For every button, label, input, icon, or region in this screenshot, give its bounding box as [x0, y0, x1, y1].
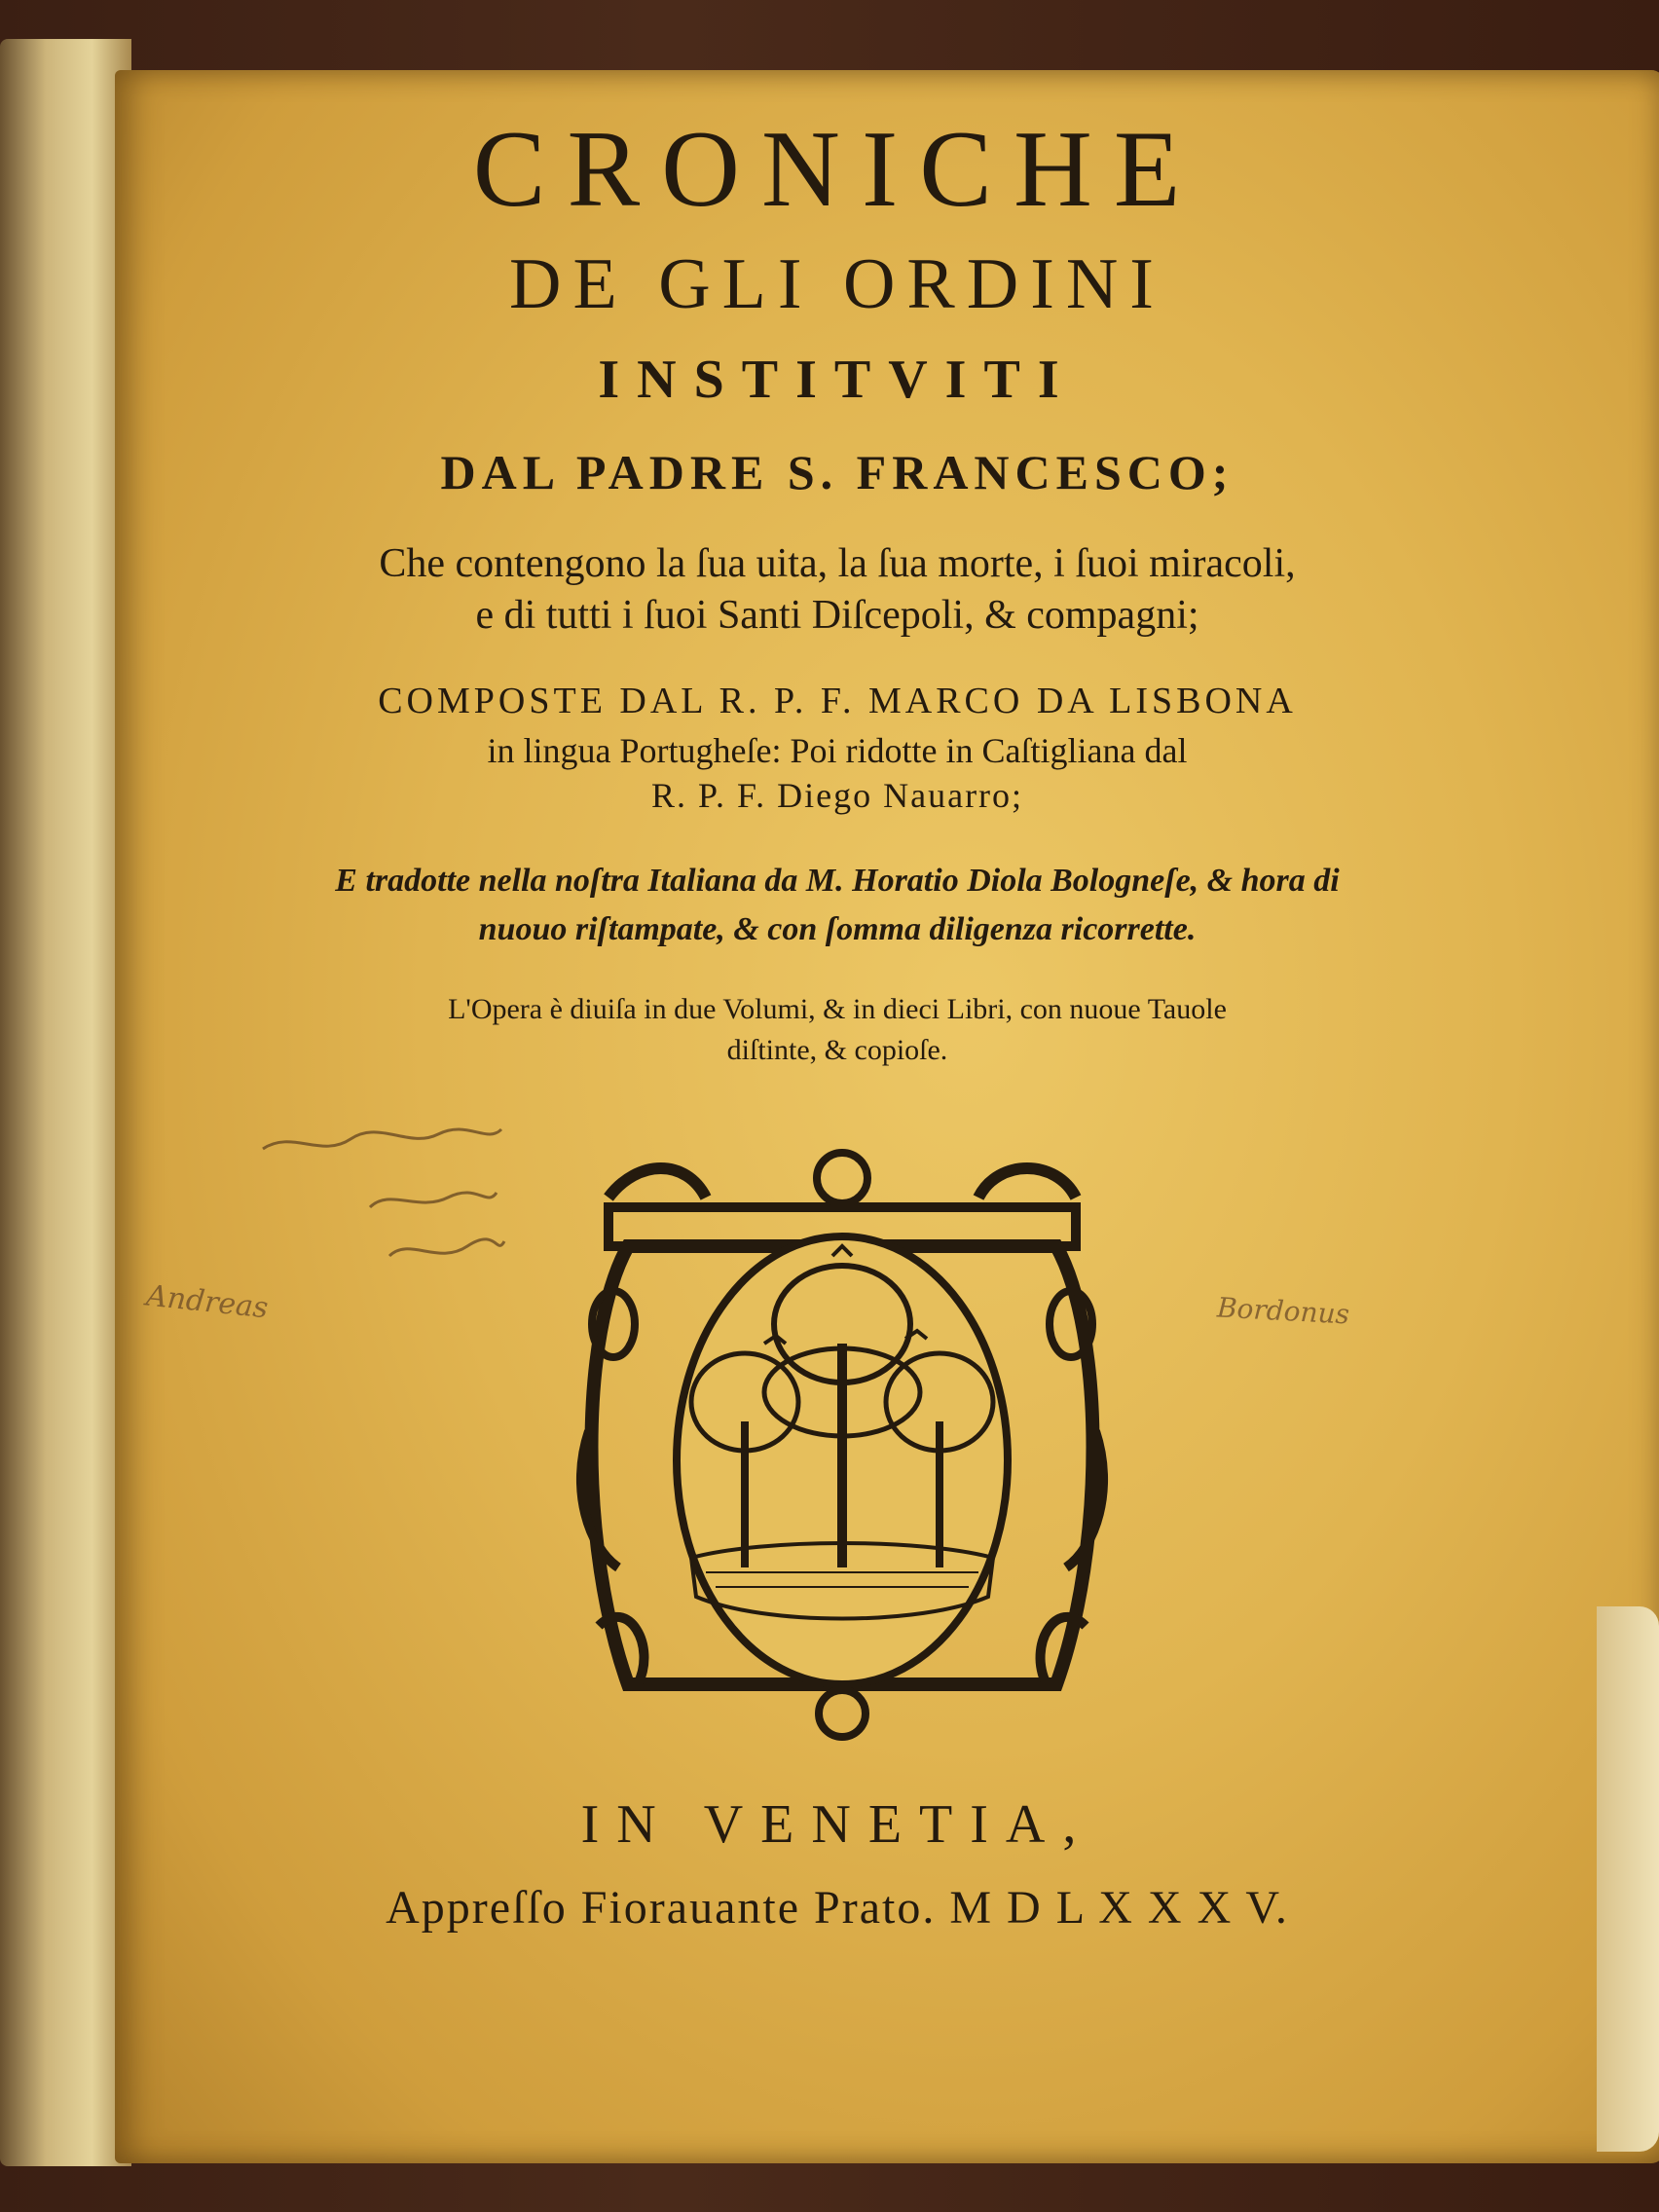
subtitle-line-2: e di tutti i ſuoi Santi Diſcepoli, & compagni;	[475, 593, 1199, 638]
title-line-3: INSTITVITI	[598, 350, 1077, 410]
author-line-1: COMPOSTE DAL R. P. F. MARCO DA LISBONA	[378, 681, 1297, 721]
volumes-line-2: diſtinte, & copioſe.	[726, 1034, 948, 1066]
title-line-4: DAL PADRE S. FRANCESCO;	[440, 445, 1235, 499]
handwritten-name-left: Andreas	[144, 1278, 271, 1326]
imprint-place: IN VENETIA,	[580, 1794, 1094, 1855]
volumes-line-1: L'Opera è diuiſa in due Volumi, & in dieci Libri, con nuoue Tauole	[448, 993, 1227, 1025]
subtitle-line-1: Che contengono la ſua uita, la ſua morte, i ſuoi miracoli,	[379, 541, 1296, 586]
translator-line-1: E tradotte nella noſtra Italiana da M. Horatio Diola Bologneſe, & hora di	[335, 863, 1340, 899]
translator-line-2: nuouo riſtampate, & con ſomma diligenza ricorrette.	[478, 911, 1197, 947]
book-title: CRONICHE	[472, 109, 1202, 230]
handwritten-scrawl-icon	[253, 1120, 506, 1285]
handwritten-name-right: Bordonus	[1216, 1291, 1350, 1331]
tree-emblem-icon	[570, 1139, 1115, 1743]
author-line-2: in lingua Portugheſe: Poi ridotte in Caſtigliana dal	[487, 731, 1188, 770]
title-line-2: DE GLI ORDINI	[509, 244, 1165, 324]
page-edge	[1597, 1606, 1659, 2152]
book-spine-edge	[0, 39, 131, 2166]
imprint-publisher-date: Appreſſo Fiorauante Prato. M D L X X X V.	[386, 1882, 1289, 1934]
author-line-3: R. P. F. Diego Nauarro;	[650, 776, 1024, 815]
